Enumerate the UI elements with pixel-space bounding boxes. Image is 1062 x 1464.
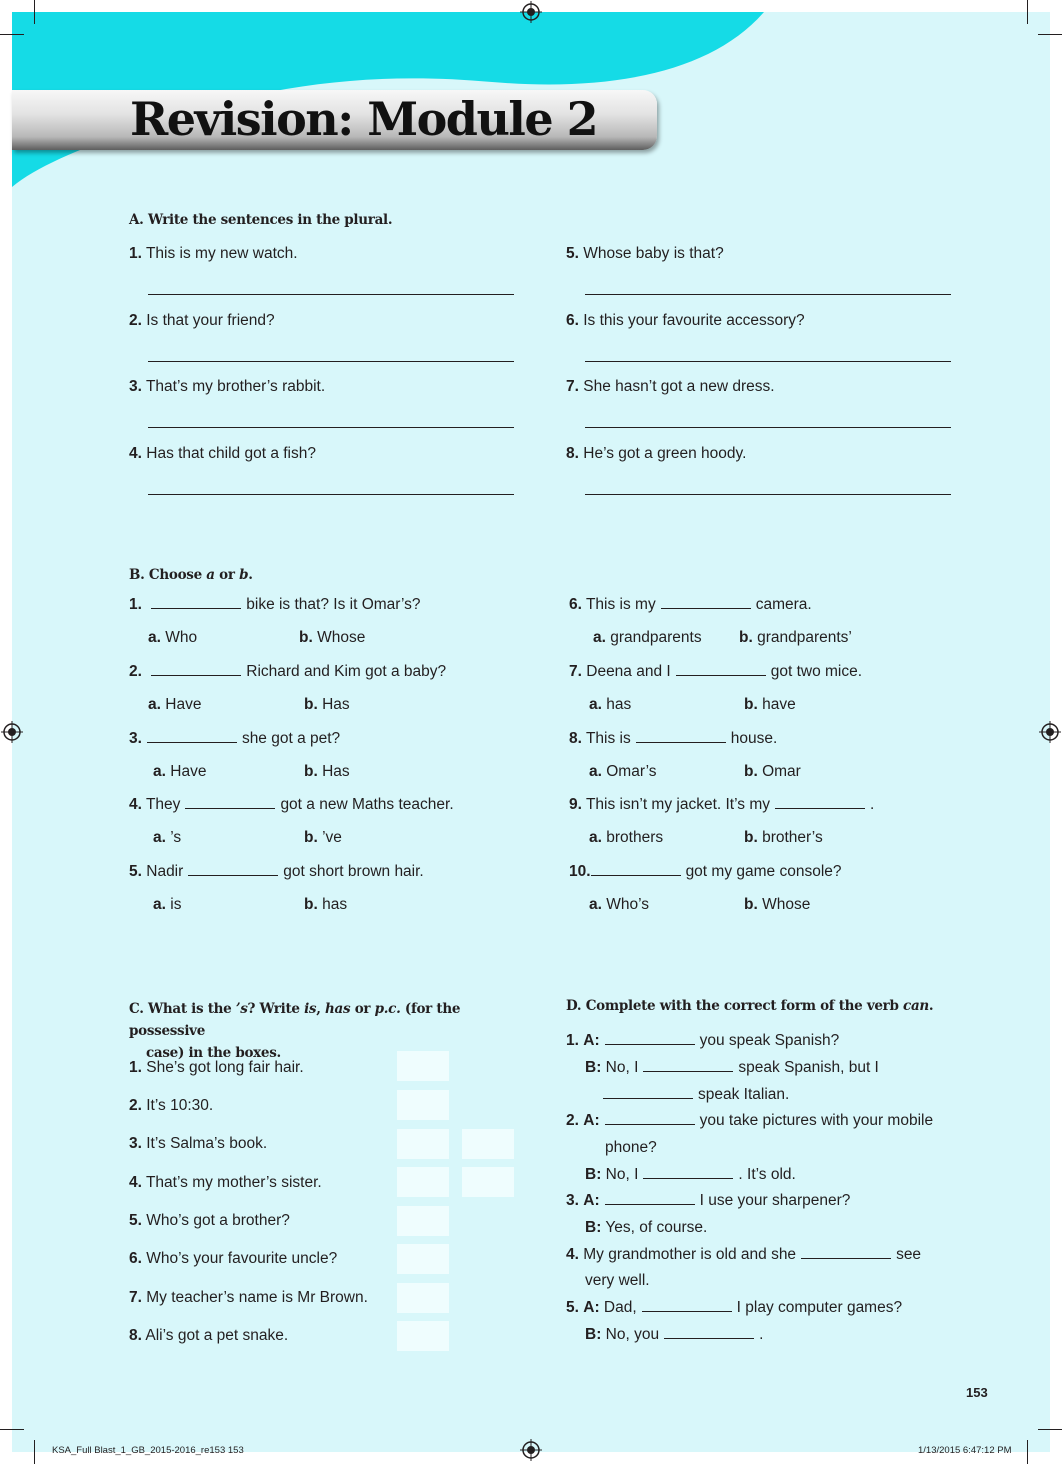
section-a-item: 4. Has that child got a fish? — [129, 445, 316, 462]
section-d-line: 2. A: you take pictures with your mobile — [566, 1112, 934, 1129]
answer-box[interactable] — [397, 1206, 449, 1236]
section-b-question: 2. Richard and Kim got a baby? — [129, 663, 447, 680]
answer-box[interactable] — [462, 1129, 514, 1159]
section-b-question: 8. This is house. — [569, 730, 778, 747]
answer-blank[interactable] — [605, 1204, 695, 1205]
option-a[interactable]: a. is — [153, 896, 182, 913]
answer-blank[interactable] — [151, 608, 241, 609]
section-d-line: very well. — [585, 1272, 650, 1289]
answer-line[interactable] — [148, 361, 514, 362]
option-b[interactable]: b. ’ve — [304, 829, 342, 846]
option-b[interactable]: b. Whose — [299, 629, 366, 646]
option-b[interactable]: b. Whose — [744, 896, 811, 913]
registration-mark-icon — [1039, 721, 1061, 743]
option-b[interactable]: b. Has — [304, 763, 350, 780]
registration-mark-icon — [520, 1, 542, 23]
section-a-item: 1. This is my new watch. — [129, 245, 298, 262]
answer-blank[interactable] — [605, 1044, 695, 1045]
section-b-question: 4. They got a new Maths teacher. — [129, 796, 454, 813]
answer-blank[interactable] — [643, 1071, 733, 1072]
answer-blank[interactable] — [151, 675, 241, 676]
answer-blank[interactable] — [676, 675, 766, 676]
answer-blank[interactable] — [603, 1098, 693, 1099]
footer-file-info: KSA_Full Blast_1_GB_2015-2016_re153 153 — [52, 1445, 244, 1456]
option-b[interactable]: b. Has — [304, 696, 350, 713]
crop-mark — [0, 34, 24, 35]
section-d-line: B: No, I speak Spanish, but I — [585, 1059, 879, 1076]
section-d-line: 3. A: I use your sharpener? — [566, 1192, 851, 1209]
answer-box[interactable] — [397, 1244, 449, 1274]
section-d-line: 4. My grandmother is old and she see — [566, 1246, 922, 1263]
section-c-item: 3. It’s Salma’s book. — [129, 1135, 268, 1152]
section-c-item: 4. That’s my mother’s sister. — [129, 1174, 322, 1191]
section-b-heading: B. Choose a or b. — [129, 567, 253, 583]
answer-blank[interactable] — [147, 742, 237, 743]
section-c-item: 5. Who’s got a brother? — [129, 1212, 290, 1229]
registration-mark-icon — [1, 721, 23, 743]
answer-blank[interactable] — [188, 875, 278, 876]
answer-blank[interactable] — [643, 1178, 733, 1179]
option-b[interactable]: b. have — [744, 696, 796, 713]
option-a[interactable]: a. brothers — [589, 829, 664, 846]
option-a[interactable]: a. has — [589, 696, 632, 713]
section-b-question: 1. bike is that? Is it Omar’s? — [129, 596, 421, 613]
crop-mark — [1038, 34, 1062, 35]
answer-line[interactable] — [148, 294, 514, 295]
answer-blank[interactable] — [185, 808, 275, 809]
section-b-question: 6. This is my camera. — [569, 596, 812, 613]
option-a[interactable]: a. Omar’s — [589, 763, 657, 780]
section-a-item: 8. He’s got a green hoody. — [566, 445, 747, 462]
option-a[interactable]: a. Who — [148, 629, 198, 646]
answer-line[interactable] — [585, 427, 951, 428]
answer-blank[interactable] — [642, 1311, 732, 1312]
answer-box[interactable] — [397, 1090, 449, 1120]
registration-mark-icon — [520, 1439, 542, 1461]
option-a[interactable]: a. Who’s — [589, 896, 650, 913]
section-c-heading: C. What is the ’s? Write is, has or p.c. (for the possessive case) in the boxes. — [129, 1001, 461, 1061]
answer-box[interactable] — [397, 1129, 449, 1159]
section-c-item: 7. My teacher’s name is Mr Brown. — [129, 1289, 368, 1306]
answer-box[interactable] — [397, 1167, 449, 1197]
section-a-item: 6. Is this your favourite accessory? — [566, 312, 805, 329]
crop-mark — [0, 1429, 24, 1430]
section-c-item: 6. Who’s your favourite uncle? — [129, 1250, 338, 1267]
answer-blank[interactable] — [801, 1258, 891, 1259]
option-b[interactable]: b. has — [304, 896, 348, 913]
section-a-item: 3. That’s my brother’s rabbit. — [129, 378, 326, 395]
answer-blank[interactable] — [664, 1338, 754, 1339]
answer-box[interactable] — [397, 1283, 449, 1313]
section-b-question: 3. she got a pet? — [129, 730, 341, 747]
answer-blank[interactable] — [591, 875, 681, 876]
answer-blank[interactable] — [661, 608, 751, 609]
section-b-question: 10. got my game console? — [569, 863, 842, 880]
section-d-line: B: No, you . — [585, 1326, 764, 1343]
crop-mark — [34, 0, 35, 24]
option-a[interactable]: a. Have — [153, 763, 207, 780]
option-b[interactable]: b. grandparents’ — [739, 629, 852, 646]
section-d-line: B: No, I . It’s old. — [585, 1166, 796, 1183]
section-c-item: 8. Ali’s got a pet snake. — [129, 1327, 289, 1344]
section-d-heading: D. Complete with the correct form of the verb can. — [566, 998, 934, 1014]
section-d-line: 1. A: you speak Spanish? — [566, 1032, 840, 1049]
answer-box[interactable] — [397, 1321, 449, 1351]
section-d-line: speak Italian. — [603, 1086, 789, 1104]
option-b[interactable]: b. brother’s — [744, 829, 823, 846]
section-a-item: 5. Whose baby is that? — [566, 245, 724, 262]
option-b[interactable]: b. Omar — [744, 763, 801, 780]
answer-box[interactable] — [397, 1051, 449, 1081]
crop-mark — [1038, 1429, 1062, 1430]
answer-line[interactable] — [585, 361, 951, 362]
crop-mark — [34, 1440, 35, 1464]
footer-timestamp: 1/13/2015 6:47:12 PM — [918, 1445, 1012, 1456]
option-a[interactable]: a. ’s — [153, 829, 182, 846]
answer-blank[interactable] — [605, 1124, 695, 1125]
section-c-item: 1. She’s got long fair hair. — [129, 1059, 304, 1076]
answer-line[interactable] — [585, 294, 951, 295]
answer-blank[interactable] — [775, 808, 865, 809]
option-a[interactable]: a. Have — [148, 696, 202, 713]
section-a-item: 2. Is that your friend? — [129, 312, 275, 329]
section-d-line: 5. A: Dad, I play computer games? — [566, 1299, 903, 1316]
page-number: 153 — [966, 1385, 988, 1400]
crop-mark — [1027, 1440, 1028, 1464]
section-b-question: 7. Deena and I got two mice. — [569, 663, 863, 680]
answer-blank[interactable] — [636, 742, 726, 743]
section-c-item: 2. It’s 10:30. — [129, 1097, 214, 1114]
answer-line[interactable] — [585, 494, 951, 495]
page-title: Revision: Module 2 — [130, 92, 598, 146]
section-d-line: B: Yes, of course. — [585, 1219, 708, 1236]
section-b-question: 9. This isn’t my jacket. It’s my . — [569, 796, 875, 813]
answer-box[interactable] — [462, 1167, 514, 1197]
answer-line[interactable] — [148, 494, 514, 495]
section-b-question: 5. Nadir got short brown hair. — [129, 863, 424, 880]
option-a[interactable]: a. grandparents — [593, 629, 702, 646]
section-a-heading: A. Write the sentences in the plural. — [129, 212, 393, 228]
section-d-line: phone? — [605, 1139, 657, 1156]
answer-line[interactable] — [148, 427, 514, 428]
crop-mark — [1027, 0, 1028, 24]
section-a-item: 7. She hasn’t got a new dress. — [566, 378, 775, 395]
